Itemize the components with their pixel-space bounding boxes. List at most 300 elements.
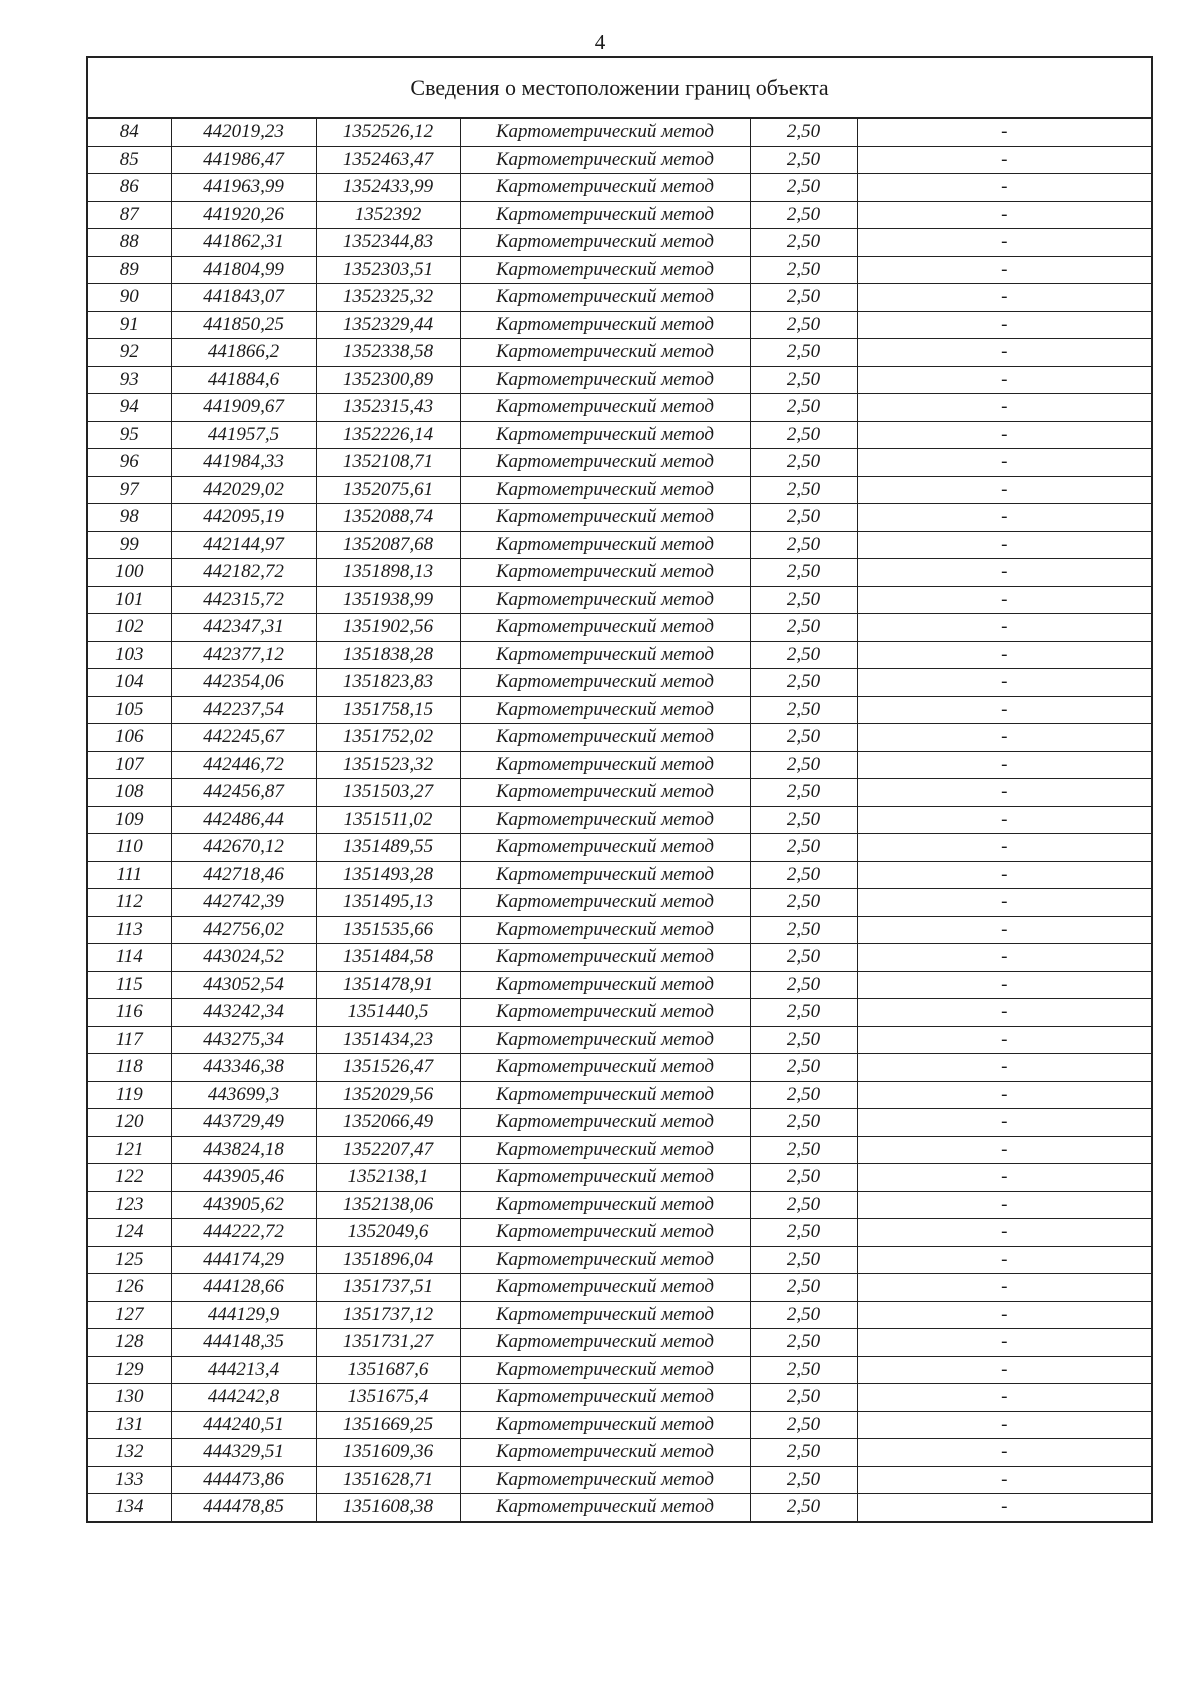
y-coordinate-cell: 1352526,12 (316, 118, 460, 146)
description-cell: - (857, 1466, 1152, 1494)
table-row (87, 1494, 1152, 1522)
method-cell: Картометрический метод (460, 586, 750, 614)
accuracy-cell: 2,50 (750, 311, 857, 339)
table-row (87, 861, 1152, 889)
method-cell: Картометрический метод (460, 944, 750, 972)
method-cell: Картометрический метод (460, 366, 750, 394)
point-number-cell: 114 (87, 944, 171, 972)
y-coordinate-cell: 1351737,12 (316, 1301, 460, 1329)
table-row (87, 504, 1152, 532)
accuracy-cell: 2,50 (750, 999, 857, 1027)
y-coordinate-cell: 1351838,28 (316, 641, 460, 669)
point-number-cell: 108 (87, 779, 171, 807)
method-cell: Картометрический метод (460, 1301, 750, 1329)
y-coordinate-cell: 1351440,5 (316, 999, 460, 1027)
table-row (87, 1439, 1152, 1467)
x-coordinate-cell: 444329,51 (171, 1439, 316, 1467)
point-number-cell: 117 (87, 1026, 171, 1054)
description-cell: - (857, 256, 1152, 284)
y-coordinate-cell: 1352049,6 (316, 1219, 460, 1247)
accuracy-cell: 2,50 (750, 1494, 857, 1522)
point-number-cell: 120 (87, 1109, 171, 1137)
accuracy-cell: 2,50 (750, 449, 857, 477)
accuracy-cell: 2,50 (750, 1054, 857, 1082)
x-coordinate-cell: 442354,06 (171, 669, 316, 697)
y-coordinate-cell: 1352300,89 (316, 366, 460, 394)
table-row (87, 669, 1152, 697)
table-row (87, 834, 1152, 862)
x-coordinate-cell: 442347,31 (171, 614, 316, 642)
description-cell: - (857, 751, 1152, 779)
accuracy-cell: 2,50 (750, 1191, 857, 1219)
point-number-cell: 109 (87, 806, 171, 834)
y-coordinate-cell: 1351737,51 (316, 1274, 460, 1302)
x-coordinate-cell: 444478,85 (171, 1494, 316, 1522)
description-cell: - (857, 834, 1152, 862)
description-cell: - (857, 1439, 1152, 1467)
y-coordinate-cell: 1351503,27 (316, 779, 460, 807)
accuracy-cell: 2,50 (750, 284, 857, 312)
accuracy-cell: 2,50 (750, 1411, 857, 1439)
method-cell: Картометрический метод (460, 1109, 750, 1137)
table-row (87, 1301, 1152, 1329)
x-coordinate-cell: 443905,46 (171, 1164, 316, 1192)
table-row (87, 999, 1152, 1027)
description-cell: - (857, 861, 1152, 889)
point-number-cell: 101 (87, 586, 171, 614)
y-coordinate-cell: 1351898,13 (316, 559, 460, 587)
description-cell: - (857, 669, 1152, 697)
accuracy-cell: 2,50 (750, 641, 857, 669)
y-coordinate-cell: 1352088,74 (316, 504, 460, 532)
point-number-cell: 84 (87, 118, 171, 146)
table-row (87, 118, 1152, 146)
accuracy-cell: 2,50 (750, 724, 857, 752)
method-cell: Картометрический метод (460, 1274, 750, 1302)
description-cell: - (857, 1219, 1152, 1247)
x-coordinate-cell: 442756,02 (171, 916, 316, 944)
method-cell: Картометрический метод (460, 1411, 750, 1439)
point-number-cell: 121 (87, 1136, 171, 1164)
y-coordinate-cell: 1352138,1 (316, 1164, 460, 1192)
point-number-cell: 134 (87, 1494, 171, 1522)
x-coordinate-cell: 444148,35 (171, 1329, 316, 1357)
point-number-cell: 132 (87, 1439, 171, 1467)
point-number-cell: 113 (87, 916, 171, 944)
x-coordinate-cell: 443699,3 (171, 1081, 316, 1109)
x-coordinate-cell: 441862,31 (171, 229, 316, 257)
y-coordinate-cell: 1352075,61 (316, 476, 460, 504)
x-coordinate-cell: 441963,99 (171, 174, 316, 202)
accuracy-cell: 2,50 (750, 889, 857, 917)
x-coordinate-cell: 442237,54 (171, 696, 316, 724)
method-cell: Картометрический метод (460, 669, 750, 697)
x-coordinate-cell: 444473,86 (171, 1466, 316, 1494)
x-coordinate-cell: 442315,72 (171, 586, 316, 614)
table-row (87, 476, 1152, 504)
method-cell: Картометрический метод (460, 1356, 750, 1384)
y-coordinate-cell: 1351752,02 (316, 724, 460, 752)
x-coordinate-cell: 444240,51 (171, 1411, 316, 1439)
description-cell: - (857, 394, 1152, 422)
accuracy-cell: 2,50 (750, 504, 857, 532)
table-row (87, 1466, 1152, 1494)
table-caption-row (87, 57, 1152, 118)
description-cell: - (857, 1384, 1152, 1412)
method-cell: Картометрический метод (460, 229, 750, 257)
y-coordinate-cell: 1351526,47 (316, 1054, 460, 1082)
boundary-coordinates-table (86, 56, 1153, 1523)
table-row (87, 366, 1152, 394)
x-coordinate-cell: 442182,72 (171, 559, 316, 587)
method-cell: Картометрический метод (460, 421, 750, 449)
y-coordinate-cell: 1351628,71 (316, 1466, 460, 1494)
x-coordinate-cell: 444128,66 (171, 1274, 316, 1302)
method-cell: Картометрический метод (460, 504, 750, 532)
point-number-cell: 93 (87, 366, 171, 394)
method-cell: Картометрический метод (460, 284, 750, 312)
y-coordinate-cell: 1352087,68 (316, 531, 460, 559)
y-coordinate-cell: 1351687,6 (316, 1356, 460, 1384)
method-cell: Картометрический метод (460, 1246, 750, 1274)
y-coordinate-cell: 1352433,99 (316, 174, 460, 202)
table-row (87, 201, 1152, 229)
description-cell: - (857, 229, 1152, 257)
method-cell: Картометрический метод (460, 1081, 750, 1109)
x-coordinate-cell: 444129,9 (171, 1301, 316, 1329)
point-number-cell: 116 (87, 999, 171, 1027)
point-number-cell: 100 (87, 559, 171, 587)
y-coordinate-cell: 1352325,32 (316, 284, 460, 312)
accuracy-cell: 2,50 (750, 1026, 857, 1054)
x-coordinate-cell: 444242,8 (171, 1384, 316, 1412)
point-number-cell: 88 (87, 229, 171, 257)
accuracy-cell: 2,50 (750, 696, 857, 724)
table-row (87, 1136, 1152, 1164)
x-coordinate-cell: 442446,72 (171, 751, 316, 779)
method-cell: Картометрический метод (460, 751, 750, 779)
accuracy-cell: 2,50 (750, 944, 857, 972)
description-cell: - (857, 1274, 1152, 1302)
method-cell: Картометрический метод (460, 1026, 750, 1054)
x-coordinate-cell: 441957,5 (171, 421, 316, 449)
accuracy-cell: 2,50 (750, 1439, 857, 1467)
x-coordinate-cell: 443729,49 (171, 1109, 316, 1137)
method-cell: Картометрический метод (460, 311, 750, 339)
point-number-cell: 125 (87, 1246, 171, 1274)
description-cell: - (857, 1026, 1152, 1054)
point-number-cell: 127 (87, 1301, 171, 1329)
accuracy-cell: 2,50 (750, 861, 857, 889)
description-cell: - (857, 1246, 1152, 1274)
table-row (87, 1054, 1152, 1082)
description-cell: - (857, 311, 1152, 339)
x-coordinate-cell: 442456,87 (171, 779, 316, 807)
point-number-cell: 86 (87, 174, 171, 202)
table-row (87, 174, 1152, 202)
point-number-cell: 85 (87, 146, 171, 174)
x-coordinate-cell: 443052,54 (171, 971, 316, 999)
x-coordinate-cell: 442377,12 (171, 641, 316, 669)
point-number-cell: 122 (87, 1164, 171, 1192)
x-coordinate-cell: 443905,62 (171, 1191, 316, 1219)
point-number-cell: 94 (87, 394, 171, 422)
table-row (87, 751, 1152, 779)
point-number-cell: 87 (87, 201, 171, 229)
description-cell: - (857, 284, 1152, 312)
accuracy-cell: 2,50 (750, 1109, 857, 1137)
table-row (87, 806, 1152, 834)
point-number-cell: 99 (87, 531, 171, 559)
method-cell: Картометрический метод (460, 559, 750, 587)
point-number-cell: 90 (87, 284, 171, 312)
description-cell: - (857, 339, 1152, 367)
table-row (87, 449, 1152, 477)
point-number-cell: 111 (87, 861, 171, 889)
y-coordinate-cell: 1352338,58 (316, 339, 460, 367)
table-row (87, 586, 1152, 614)
method-cell: Картометрический метод (460, 1439, 750, 1467)
method-cell: Картометрический метод (460, 1054, 750, 1082)
y-coordinate-cell: 1351523,32 (316, 751, 460, 779)
x-coordinate-cell: 441866,2 (171, 339, 316, 367)
table-row (87, 531, 1152, 559)
accuracy-cell: 2,50 (750, 394, 857, 422)
table-row (87, 284, 1152, 312)
method-cell: Картометрический метод (460, 971, 750, 999)
point-number-cell: 107 (87, 751, 171, 779)
point-number-cell: 91 (87, 311, 171, 339)
table-row (87, 146, 1152, 174)
point-number-cell: 110 (87, 834, 171, 862)
method-cell: Картометрический метод (460, 916, 750, 944)
y-coordinate-cell: 1351478,91 (316, 971, 460, 999)
y-coordinate-cell: 1351896,04 (316, 1246, 460, 1274)
table-row (87, 421, 1152, 449)
table-row (87, 1384, 1152, 1412)
description-cell: - (857, 1081, 1152, 1109)
accuracy-cell: 2,50 (750, 971, 857, 999)
x-coordinate-cell: 443242,34 (171, 999, 316, 1027)
table-row (87, 614, 1152, 642)
accuracy-cell: 2,50 (750, 1301, 857, 1329)
table-row (87, 311, 1152, 339)
accuracy-cell: 2,50 (750, 366, 857, 394)
table-row (87, 1109, 1152, 1137)
table-row (87, 916, 1152, 944)
point-number-cell: 89 (87, 256, 171, 284)
y-coordinate-cell: 1352138,06 (316, 1191, 460, 1219)
method-cell: Картометрический метод (460, 724, 750, 752)
accuracy-cell: 2,50 (750, 201, 857, 229)
method-cell: Картометрический метод (460, 531, 750, 559)
accuracy-cell: 2,50 (750, 614, 857, 642)
y-coordinate-cell: 1351609,36 (316, 1439, 460, 1467)
method-cell: Картометрический метод (460, 1329, 750, 1357)
x-coordinate-cell: 442670,12 (171, 834, 316, 862)
accuracy-cell: 2,50 (750, 146, 857, 174)
point-number-cell: 96 (87, 449, 171, 477)
accuracy-cell: 2,50 (750, 559, 857, 587)
description-cell: - (857, 614, 1152, 642)
description-cell: - (857, 476, 1152, 504)
description-cell: - (857, 1164, 1152, 1192)
point-number-cell: 98 (87, 504, 171, 532)
method-cell: Картометрический метод (460, 614, 750, 642)
description-cell: - (857, 146, 1152, 174)
x-coordinate-cell: 441843,07 (171, 284, 316, 312)
table-row (87, 1164, 1152, 1192)
description-cell: - (857, 916, 1152, 944)
y-coordinate-cell: 1352463,47 (316, 146, 460, 174)
point-number-cell: 112 (87, 889, 171, 917)
description-cell: - (857, 724, 1152, 752)
description-cell: - (857, 421, 1152, 449)
y-coordinate-cell: 1351434,23 (316, 1026, 460, 1054)
y-coordinate-cell: 1351669,25 (316, 1411, 460, 1439)
table-row (87, 889, 1152, 917)
description-cell: - (857, 559, 1152, 587)
description-cell: - (857, 586, 1152, 614)
method-cell: Картометрический метод (460, 779, 750, 807)
y-coordinate-cell: 1351938,99 (316, 586, 460, 614)
point-number-cell: 124 (87, 1219, 171, 1247)
accuracy-cell: 2,50 (750, 1356, 857, 1384)
method-cell: Картометрический метод (460, 696, 750, 724)
accuracy-cell: 2,50 (750, 1164, 857, 1192)
table-row (87, 1219, 1152, 1247)
x-coordinate-cell: 443024,52 (171, 944, 316, 972)
table-row (87, 1246, 1152, 1274)
y-coordinate-cell: 1352029,56 (316, 1081, 460, 1109)
table-row (87, 229, 1152, 257)
method-cell: Картометрический метод (460, 861, 750, 889)
x-coordinate-cell: 442095,19 (171, 504, 316, 532)
accuracy-cell: 2,50 (750, 1246, 857, 1274)
description-cell: - (857, 944, 1152, 972)
point-number-cell: 104 (87, 669, 171, 697)
description-cell: - (857, 779, 1152, 807)
y-coordinate-cell: 1351493,28 (316, 861, 460, 889)
x-coordinate-cell: 441984,33 (171, 449, 316, 477)
x-coordinate-cell: 443275,34 (171, 1026, 316, 1054)
method-cell: Картометрический метод (460, 1191, 750, 1219)
accuracy-cell: 2,50 (750, 1384, 857, 1412)
accuracy-cell: 2,50 (750, 421, 857, 449)
x-coordinate-cell: 442718,46 (171, 861, 316, 889)
description-cell: - (857, 696, 1152, 724)
table-row (87, 641, 1152, 669)
description-cell: - (857, 366, 1152, 394)
method-cell: Картометрический метод (460, 641, 750, 669)
y-coordinate-cell: 1352108,71 (316, 449, 460, 477)
y-coordinate-cell: 1351758,15 (316, 696, 460, 724)
method-cell: Картометрический метод (460, 1136, 750, 1164)
description-cell: - (857, 889, 1152, 917)
y-coordinate-cell: 1352207,47 (316, 1136, 460, 1164)
method-cell: Картометрический метод (460, 1384, 750, 1412)
accuracy-cell: 2,50 (750, 476, 857, 504)
table-row (87, 1191, 1152, 1219)
x-coordinate-cell: 441920,26 (171, 201, 316, 229)
y-coordinate-cell: 1351902,56 (316, 614, 460, 642)
point-number-cell: 95 (87, 421, 171, 449)
x-coordinate-cell: 441884,6 (171, 366, 316, 394)
description-cell: - (857, 1411, 1152, 1439)
description-cell: - (857, 971, 1152, 999)
table-row (87, 1329, 1152, 1357)
accuracy-cell: 2,50 (750, 229, 857, 257)
y-coordinate-cell: 1351489,55 (316, 834, 460, 862)
description-cell: - (857, 999, 1152, 1027)
accuracy-cell: 2,50 (750, 1466, 857, 1494)
description-cell: - (857, 118, 1152, 146)
table-row (87, 971, 1152, 999)
description-cell: - (857, 806, 1152, 834)
table-row (87, 724, 1152, 752)
point-number-cell: 118 (87, 1054, 171, 1082)
accuracy-cell: 2,50 (750, 834, 857, 862)
accuracy-cell: 2,50 (750, 339, 857, 367)
accuracy-cell: 2,50 (750, 1274, 857, 1302)
description-cell: - (857, 1136, 1152, 1164)
x-coordinate-cell: 441850,25 (171, 311, 316, 339)
description-cell: - (857, 1329, 1152, 1357)
point-number-cell: 119 (87, 1081, 171, 1109)
method-cell: Картометрический метод (460, 1466, 750, 1494)
description-cell: - (857, 1494, 1152, 1522)
y-coordinate-cell: 1352303,51 (316, 256, 460, 284)
accuracy-cell: 2,50 (750, 669, 857, 697)
x-coordinate-cell: 443346,38 (171, 1054, 316, 1082)
x-coordinate-cell: 441986,47 (171, 146, 316, 174)
table-row (87, 1081, 1152, 1109)
accuracy-cell: 2,50 (750, 1329, 857, 1357)
point-number-cell: 130 (87, 1384, 171, 1412)
point-number-cell: 115 (87, 971, 171, 999)
table-row (87, 1356, 1152, 1384)
method-cell: Картометрический метод (460, 256, 750, 284)
accuracy-cell: 2,50 (750, 1136, 857, 1164)
x-coordinate-cell: 442486,44 (171, 806, 316, 834)
description-cell: - (857, 1301, 1152, 1329)
x-coordinate-cell: 444222,72 (171, 1219, 316, 1247)
point-number-cell: 123 (87, 1191, 171, 1219)
table-row (87, 1026, 1152, 1054)
x-coordinate-cell: 442245,67 (171, 724, 316, 752)
accuracy-cell: 2,50 (750, 531, 857, 559)
method-cell: Картометрический метод (460, 118, 750, 146)
x-coordinate-cell: 443824,18 (171, 1136, 316, 1164)
x-coordinate-cell: 442742,39 (171, 889, 316, 917)
y-coordinate-cell: 1351484,58 (316, 944, 460, 972)
y-coordinate-cell: 1352066,49 (316, 1109, 460, 1137)
accuracy-cell: 2,50 (750, 806, 857, 834)
y-coordinate-cell: 1352344,83 (316, 229, 460, 257)
method-cell: Картометрический метод (460, 146, 750, 174)
accuracy-cell: 2,50 (750, 779, 857, 807)
description-cell: - (857, 531, 1152, 559)
x-coordinate-cell: 441909,67 (171, 394, 316, 422)
table-row (87, 559, 1152, 587)
x-coordinate-cell: 444213,4 (171, 1356, 316, 1384)
method-cell: Картометрический метод (460, 339, 750, 367)
page-number: 4 (594, 30, 606, 54)
y-coordinate-cell: 1351731,27 (316, 1329, 460, 1357)
table-row (87, 394, 1152, 422)
accuracy-cell: 2,50 (750, 586, 857, 614)
x-coordinate-cell: 442144,97 (171, 531, 316, 559)
